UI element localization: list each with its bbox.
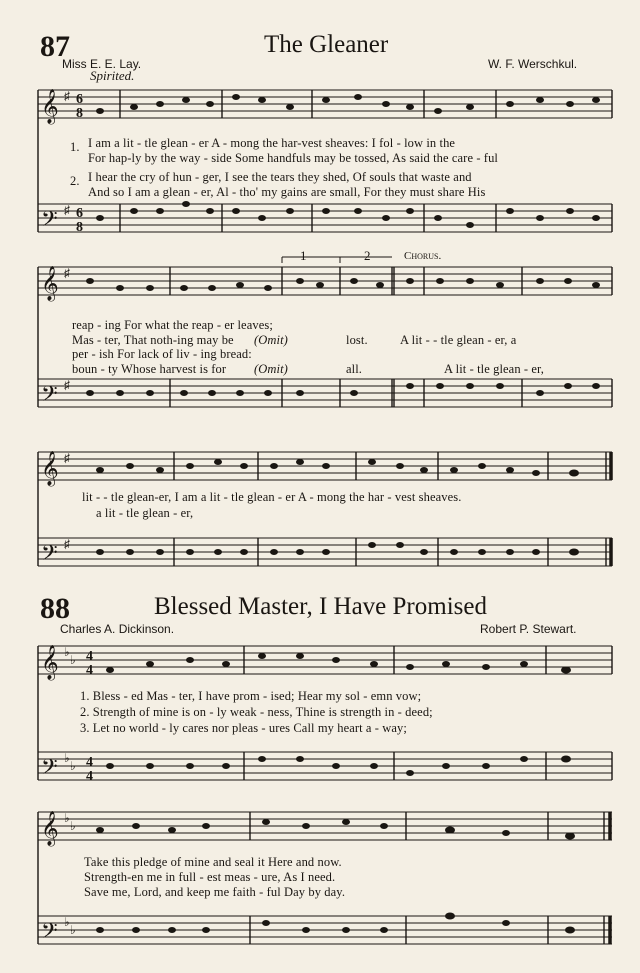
chorus-lyric-alto: A lit - tle glean - er,	[444, 362, 545, 376]
svg-text:6: 6	[76, 206, 83, 221]
svg-text:𝄢: 𝄢	[41, 207, 58, 236]
svg-text:♭: ♭	[64, 645, 70, 659]
lyric-lost: lost.	[346, 333, 368, 347]
svg-text:𝄞: 𝄞	[41, 267, 59, 300]
svg-text:4: 4	[86, 663, 93, 678]
svg-text:𝄢: 𝄢	[41, 541, 58, 570]
lyric-line: Save me, Lord, and keep me faith - ful Day by day.	[84, 885, 346, 899]
lyric-line: Take this pledge of mine and seal it Here and now.	[84, 855, 342, 869]
lyric-line: per - ish For lack of liv - ing bread:	[72, 347, 252, 361]
lyric-line: For hap-ly by the way - side Some handfuls may be tossed, As said the care - ful	[88, 151, 498, 165]
chorus-lyric-soprano: lit - - tle glean-er, I am a lit - tle glean - er A - mong the har - vest sheaves.	[82, 490, 462, 504]
lyric-line: 2. Strength of mine is on - ly weak - ness, Thine is strength in - deed;	[80, 705, 433, 719]
lyric-line: I hear the cry of hun - ger, I see the tears they shed, Of souls that waste and	[88, 170, 472, 184]
svg-text:♭: ♭	[70, 653, 76, 667]
hymn-number: 88	[40, 592, 70, 625]
svg-text:♯: ♯	[64, 203, 70, 217]
lyric-line: And so I am a glean - er, Al - tho' my gains are small, For they must share His	[88, 185, 486, 199]
svg-text:♭: ♭	[70, 759, 76, 773]
lyric-line: 1. Bless - ed Mas - ter, I have prom - ised; Hear my sol - emn vow;	[80, 689, 422, 703]
svg-text:𝄞: 𝄞	[41, 812, 59, 845]
svg-text:𝄢: 𝄢	[41, 382, 58, 411]
words-credit: Miss E. E. Lay.	[62, 57, 142, 71]
svg-text:𝄞: 𝄞	[41, 646, 59, 679]
svg-text:4: 4	[86, 769, 93, 784]
lyric-line: reap - ing For what the reap - er leaves;	[72, 318, 273, 332]
lyric-all: all.	[346, 362, 363, 376]
svg-text:𝄞: 𝄞	[41, 90, 59, 123]
svg-text:8: 8	[76, 106, 83, 121]
svg-text:♭: ♭	[64, 751, 70, 765]
lyric-line: Mas - ter, That noth-ing may be	[72, 333, 234, 347]
stanza-number: 2.	[70, 174, 80, 188]
svg-text:♭: ♭	[70, 923, 76, 937]
svg-text:4: 4	[86, 649, 93, 664]
svg-text:𝄢: 𝄢	[41, 755, 58, 784]
second-ending: 2	[364, 248, 371, 263]
svg-text:♯: ♯	[64, 537, 70, 551]
words-credit: Charles A. Dickinson.	[60, 622, 175, 636]
omit-marking: (Omit)	[254, 362, 288, 376]
svg-text:♯: ♯	[64, 451, 70, 465]
svg-text:♯: ♯	[64, 89, 70, 103]
chorus-lyric-alto: a lit - tle glean - er,	[96, 506, 194, 520]
svg-text:𝄢: 𝄢	[41, 919, 58, 948]
omit-marking: (Omit)	[254, 333, 288, 347]
lyric-line: I am a lit - tle glean - er A - mong the har-vest sheaves: I fol - low in the	[88, 136, 456, 150]
tempo-marking: Spirited.	[90, 68, 135, 83]
chorus-lyric-soprano: A lit - - tle glean - er, a	[400, 333, 517, 347]
lyric-line: Strength-en me in full - est meas - ure, As I need.	[84, 870, 336, 884]
svg-text:♭: ♭	[64, 915, 70, 929]
svg-text:♯: ♯	[64, 266, 70, 280]
svg-text:♭: ♭	[70, 819, 76, 833]
hymn-title: Blessed Master, I Have Promised	[154, 593, 487, 620]
first-ending: 1	[300, 248, 307, 263]
lyric-line: boun - ty Whose harvest is for	[72, 362, 227, 376]
hymn-title: The Gleaner	[264, 31, 389, 58]
lyric-line: 3. Let no world - ly cares nor pleas - ures Call my heart a - way;	[80, 721, 407, 735]
svg-text:♯: ♯	[64, 378, 70, 392]
music-credit: Robert P. Stewart.	[480, 622, 577, 636]
stanza-number: 1.	[70, 140, 80, 154]
svg-text:4: 4	[86, 755, 93, 770]
chorus-label: Chorus.	[404, 250, 442, 262]
svg-text:6: 6	[76, 92, 83, 107]
hymn-number: 87	[40, 30, 70, 63]
svg-text:♭: ♭	[64, 811, 70, 825]
svg-text:8: 8	[76, 220, 83, 235]
svg-text:𝄞: 𝄞	[41, 452, 59, 485]
music-credit: W. F. Werschkul.	[488, 57, 578, 71]
